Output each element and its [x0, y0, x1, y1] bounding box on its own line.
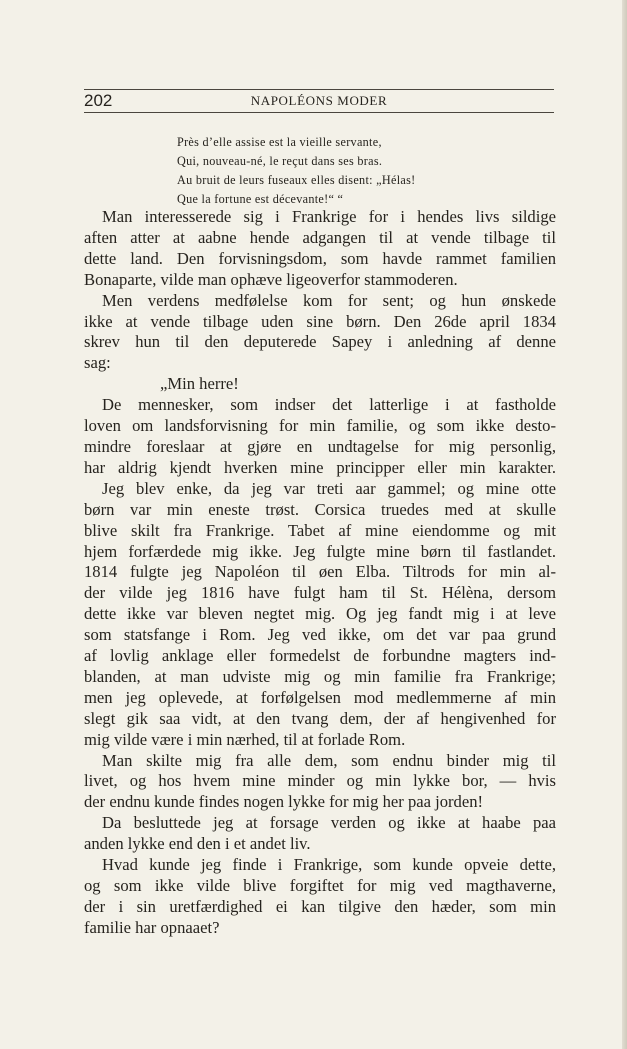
text-line: Men verdens medfølelse kom for sent; og hun ønskede	[102, 290, 556, 310]
text-line: blive skilt fra Frankrige. Tabet af mine eiendomme og mit	[84, 520, 556, 540]
text-line: dette land. Den forvisningsdom, som havde rammet familien	[84, 248, 556, 268]
text-line: men jeg oplevede, at forfølgelsen mod medlemmerne af min	[84, 687, 556, 707]
text-line: har aldrig kjendt hverken mine principper eller min karakter.	[84, 457, 556, 477]
text-line: Hvad kunde jeg finde i Frankrige, som kunde opveie dette,	[102, 855, 556, 875]
page-edge	[622, 0, 627, 1049]
text-line: der i sin uretfærdighed ei kan tilgive den hæder, som min	[84, 896, 556, 916]
running-title: NAPOLÉONS MODER	[250, 93, 388, 108]
text-line: De mennesker, som indser det latterlige i at fastholde	[102, 395, 556, 415]
text-line: hjem forfærdede mig ikke. Jeg fulgte mine børn til fastlandet.	[84, 541, 556, 561]
text-line: livet, og hos hvem mine minder og min lykke bor, — hvis	[84, 771, 556, 791]
text-line: som statsfange i Rom. Jeg ved ikke, om det var paa grund	[84, 625, 556, 645]
text-line: mindre foreslaar at gjøre en undtagelse for mig personlig,	[84, 436, 556, 456]
text-line: Man interesserede sig i Frankrige for i hendes livs sildige	[102, 207, 556, 226]
poem-line: Que la fortune est décevante!“ “	[177, 192, 344, 206]
text-line: slegt gik saa vidt, at den tvang dem, der af hengivenhed for	[84, 708, 556, 728]
page-number: 202	[84, 91, 113, 110]
text-line: familie har opnaaet?	[84, 917, 220, 937]
text-line: skrev hun til den deputerede Sapey i anledning af denne	[84, 332, 556, 352]
text-line: aften atter at aabne hende adgangen til at vende tilbage til	[84, 227, 556, 247]
body-text	[84, 207, 556, 939]
poem-line: Qui, nouveau-né, le reçut dans ses bras.	[177, 154, 383, 168]
text-line: af lovlig anklage eller formedelst de forbundne magters ind-	[84, 646, 556, 666]
text-line: Jeg blev enke, da jeg var treti aar gammel; og mine otte	[102, 478, 556, 498]
text-line: og som ikke vilde blive forgiftet for mig ved magthaverne,	[84, 876, 556, 895]
poem-line: Au bruit de leurs fuseaux elles disent: „Hélas!	[177, 173, 416, 187]
text-line: der endnu kunde findes nogen lykke for mig her paa jorden!	[84, 792, 484, 812]
text-line: børn var min eneste trøst. Corsica truedes med at skulle	[84, 499, 556, 519]
text-line: sag:	[84, 353, 111, 373]
text-line: anden lykke end den i et andet liv.	[84, 834, 311, 854]
poem-line: Près d’elle assise est la vieille servante,	[177, 135, 382, 149]
page-header	[84, 89, 554, 113]
text-line: der vilde jeg 1816 have fulgt ham til St. Hélèna, dersom	[84, 583, 556, 603]
text-line: loven om landsforvisning for min familie, og som ikke desto-	[84, 416, 556, 436]
letter-salutation: „Min herre!	[160, 374, 239, 394]
text-line: ikke at vende tilbage uden sine børn. Den 26de april 1834	[84, 311, 556, 331]
text-line: mig vilde være i min nærhed, til at forlade Rom.	[84, 729, 406, 749]
text-line: 1814 fulgte jeg Napoléon til øen Elba. Tiltrods for min al-	[84, 562, 556, 582]
text-line: Man skilte mig fra alle dem, som endnu binder mig til	[102, 750, 556, 770]
text-line: Da besluttede jeg at forsage verden og ikke at haabe paa	[102, 813, 556, 833]
text-line: blanden, at man udviste mig og min familie fra Frankrige;	[84, 666, 556, 686]
text-line: Bonaparte, vilde man ophæve ligeoverfor stammoderen.	[84, 269, 458, 289]
text-line: dette ikke var bleven negtet mig. Og jeg fandt mig i at leve	[84, 604, 556, 624]
poem-stanza	[177, 133, 416, 209]
